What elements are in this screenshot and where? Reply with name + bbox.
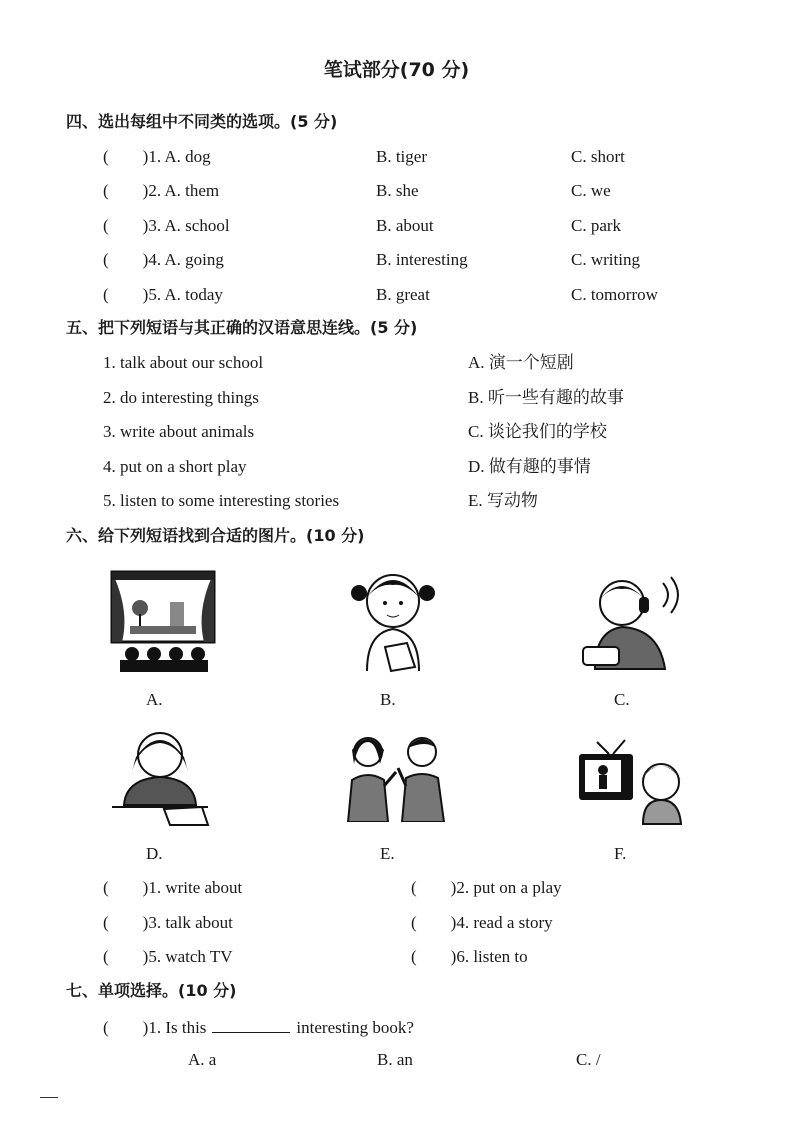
s4-q5-c: C. tomorrow [571,285,658,304]
picture-label-f: F. [614,844,627,863]
s6-item-2: ( )2. put on a play [411,878,562,897]
picture-label-e: E. [380,844,395,863]
s6-item-6: ( )6. listen to [411,947,528,966]
s4-q2: ( )2. A. them [103,181,220,200]
s7-q1-prefix: ( )1. Is this [103,1018,207,1037]
s5-right-e: E. 写动物 [468,491,538,510]
stage-play-picture [110,570,216,672]
s4-q4: ( )4. A. going [103,250,224,269]
s7-question-1 [103,1016,414,1038]
s4-q4-c: C. writing [571,250,640,269]
s5-left-1: 1. talk about our school [103,353,264,372]
s5-right-a: A. 演一个短剧 [468,353,574,372]
s6-item-3: ( )3. talk about [103,913,233,932]
section4-heading: 四、选出每组中不同类的选项。(5 分) [66,112,338,131]
picture-label-c: C. [614,690,630,709]
s4-q1-b: B. tiger [376,147,427,166]
s4-q3-c: C. park [571,216,622,235]
s6-item-5: ( )5. watch TV [103,947,233,966]
s5-left-4: 4. put on a short play [103,457,247,476]
s5-right-c: C. 谈论我们的学校 [468,422,607,441]
girl-reading-picture [345,563,441,673]
s4-q4-b: B. interesting [376,250,468,269]
s5-left-3: 3. write about animals [103,422,255,441]
s4-q3-b: B. about [376,216,434,235]
girl-writing-picture [110,725,212,827]
s4-q2-c: C. we [571,181,611,200]
s4-q1-c: C. short [571,147,625,166]
s4-q3: ( )3. A. school [103,216,230,235]
s7-option-a: A. a [188,1050,217,1069]
s4-q2-b: B. she [376,181,419,200]
s5-left-5: 5. listen to some interesting stories [103,491,340,510]
girl-watching-tv-picture [577,730,689,826]
s4-q1: ( )1. A. dog [103,147,211,166]
page-title: 笔试部分(70 分) [323,59,470,81]
s6-item-1: ( )1. write about [103,878,243,897]
s5-right-d: D. 做有趣的事情 [468,457,591,476]
s6-item-4: ( )4. read a story [411,913,553,932]
s7-option-c: C. / [576,1050,601,1069]
s7-q1-suffix: interesting book? [296,1018,414,1037]
kids-talking-picture [340,730,452,822]
section6-heading: 六、给下列短语找到合适的图片。(10 分) [66,526,365,545]
s5-right-b: B. 听一些有趣的故事 [468,388,624,407]
footer-rule [40,1097,58,1098]
picture-label-d: D. [146,844,163,863]
picture-label-a: A. [146,690,163,709]
section5-heading: 五、把下列短语与其正确的汉语意思连线。(5 分) [66,318,418,337]
picture-label-b: B. [380,690,396,709]
section7-heading: 七、单项选择。(10 分) [66,981,237,1000]
s4-q5: ( )5. A. today [103,285,223,304]
answer-blank [212,1016,290,1033]
boy-listening-picture [577,573,691,671]
s7-option-b: B. an [377,1050,413,1069]
s5-left-2: 2. do interesting things [103,388,259,407]
s4-q5-b: B. great [376,285,430,304]
